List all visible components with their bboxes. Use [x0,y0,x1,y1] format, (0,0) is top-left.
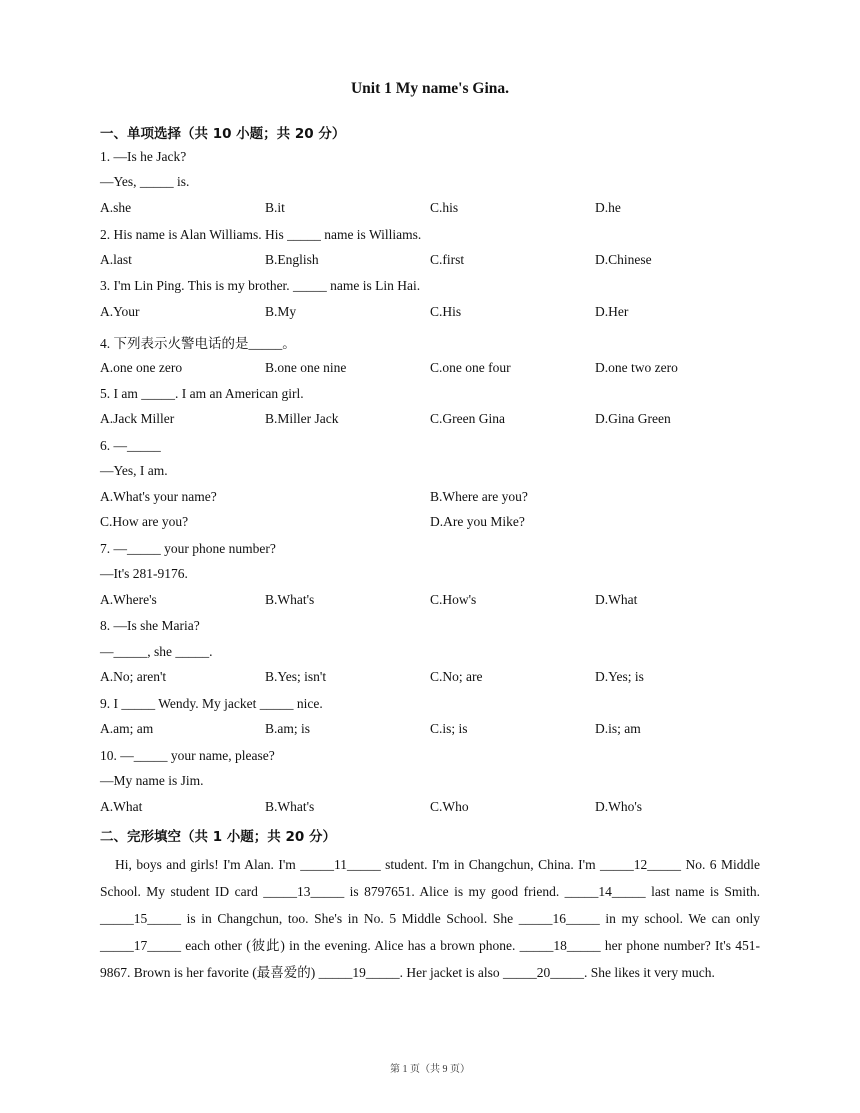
question-7-option-c: C.How's [430,592,477,607]
question-6-line-1: 6. —_____ [100,438,161,453]
question-8-line-2: —_____, she _____. [100,644,213,659]
question-9-option-a: A.am; am [100,721,154,736]
question-3-line-1: 3. I'm Lin Ping. This is my brother. _____ name is Lin Hai. [100,278,421,293]
question-10-option-d: D.Who's [595,799,643,814]
question-9-line-1: 9. I _____ Wendy. My jacket _____ nice. [100,696,323,711]
question-1-option-c: C.his [430,200,459,215]
cloze-passage [100,851,760,986]
question-4-line-1: 4. 下列表示火警电话的是_____。 [100,336,296,351]
question-6-line-2: —Yes, I am. [100,463,168,478]
question-8-option-b: B.Yes; isn't [265,669,327,684]
question-9-option-b: B.am; is [265,721,311,736]
question-10-option-c: C.Who [430,799,469,814]
question-7-line-1: 7. —_____ your phone number? [100,541,276,556]
cloze-passage-text: Hi, boys and girls! I'm Alan. I'm _____11_____ student. I'm in Changchun, China. I'm _____12_____ No. 6 Middle School. My student ID card _____13_____ is 8797651. Alice is my good friend. _____14_____ last name is Smith. _____15_____ is in Changchun, too. She's in No. 5 Middle School. She _____16_____ in my school. We can only _____17_____ each other (彼此) in the evening. Alice has a brown phone. _____18_____ her phone number? It's 451-9867. Brown is her favorite (最喜爱的) _____19_____. Her jacket is also _____20_____. She likes it very much. [100,857,760,980]
question-1-option-a: A.she [100,200,132,215]
question-3-option-c: C.His [430,304,462,319]
question-1-option-d: D.he [595,200,621,215]
question-3-option-b: B.My [265,304,297,319]
question-4-option-d: D.one two zero [595,360,678,375]
question-1-option-b: B.it [265,200,285,215]
question-6-option-c: C.How are you? [100,514,189,529]
question-3-option-a: A.Your [100,304,140,319]
question-5-line-1: 5. I am _____. I am an American girl. [100,386,304,401]
question-3-option-d: D.Her [595,304,629,319]
question-10-line-1: 10. —_____ your name, please? [100,748,275,763]
question-6-option-d: D.Are you Mike? [430,514,525,529]
question-7-option-b: B.What's [265,592,315,607]
question-10-option-a: A.What [100,799,143,814]
question-8-line-1: 8. —Is she Maria? [100,618,200,633]
question-6-option-a: A.What's your name? [100,489,217,504]
question-4-option-a: A.one one zero [100,360,183,375]
question-8-option-d: D.Yes; is [595,669,644,684]
question-9-option-d: D.is; am [595,721,641,736]
question-7-option-a: A.Where's [100,592,157,607]
question-2-option-c: C.first [430,252,465,267]
question-4-option-c: C.one one four [430,360,511,375]
question-1-line-1: 1. —Is he Jack? [100,149,187,164]
section-heading-multiple-choice: 一、单项选择（共 10 小题；共 20 分） [100,126,346,142]
question-5-option-a: A.Jack Miller [100,411,175,426]
document-title: Unit 1 My name's Gina. [350,80,510,97]
question-1-line-2: —Yes, _____ is. [100,174,190,189]
question-2-option-d: D.Chinese [595,252,652,267]
question-2-line-1: 2. His name is Alan Williams. His _____ name is Williams. [100,227,422,242]
question-8-option-c: C.No; are [430,669,483,684]
question-5-option-d: D.Gina Green [595,411,671,426]
question-2-option-a: A.last [100,252,132,267]
question-9-option-c: C.is; is [430,721,468,736]
question-7-line-2: —It's 281-9176. [100,566,188,581]
question-10-line-2: —My name is Jim. [100,773,204,788]
question-5-option-b: B.Miller Jack [265,411,339,426]
question-5-option-c: C.Green Gina [430,411,505,426]
question-7-option-d: D.What [595,592,638,607]
question-6-option-b: B.Where are you? [430,489,528,504]
question-10-option-b: B.What's [265,799,315,814]
section-heading-cloze: 二、完形填空（共 1 小题；共 20 分） [100,829,336,845]
question-4-option-b: B.one one nine [265,360,347,375]
question-8-option-a: A.No; aren't [100,669,167,684]
question-2-option-b: B.English [265,252,319,267]
page-footer: 第 1 页（共 9 页） [390,1064,470,1075]
